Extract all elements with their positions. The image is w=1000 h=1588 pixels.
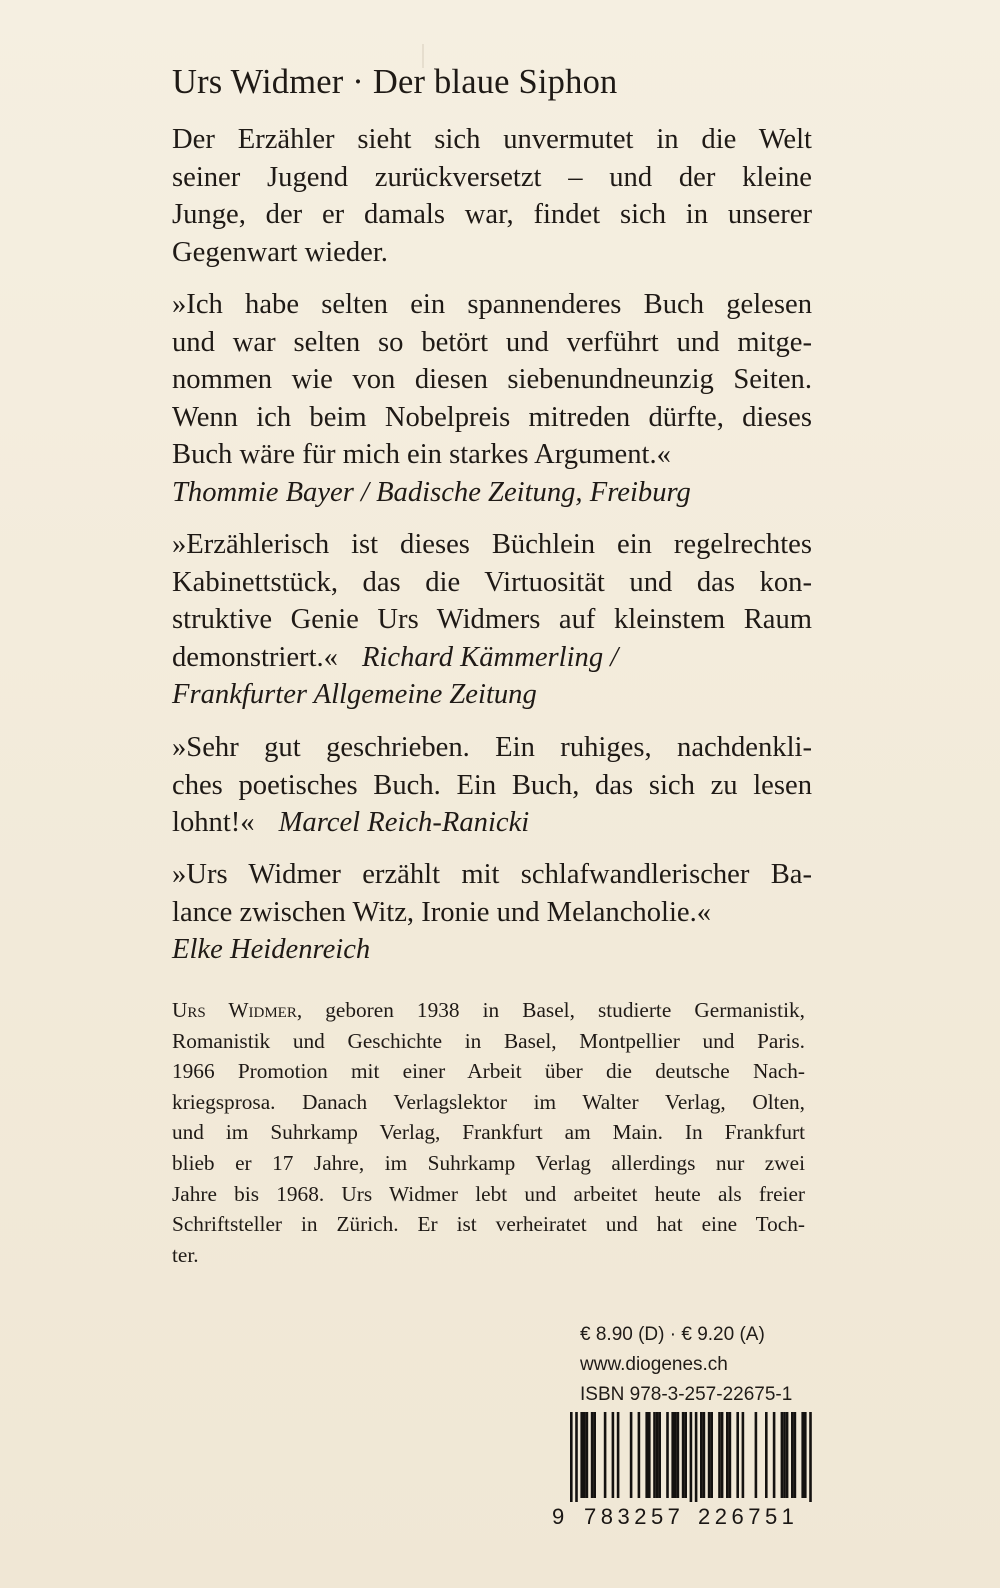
- barcode-digits: [552, 1503, 814, 1533]
- barcode-bar: [710, 1412, 713, 1498]
- quote-reich-ranicki: [172, 729, 812, 842]
- barcode-guard-bar: [809, 1412, 812, 1502]
- barcode-bar: [586, 1412, 589, 1498]
- barcode-bar: [591, 1412, 594, 1498]
- barcode-bar: [674, 1412, 677, 1498]
- barcode-bar: [653, 1412, 656, 1498]
- quote-line: nommen wie von diesen siebenundneunzig Seiten.: [172, 364, 812, 395]
- quote-line: demonstriert.«: [172, 641, 338, 673]
- barcode-guard-bar: [690, 1412, 693, 1502]
- quote-line: »Ich habe selten ein spannenderes Buch gelesen: [172, 289, 812, 320]
- barcode-bar: [742, 1412, 745, 1498]
- barcode-bar: [781, 1412, 784, 1498]
- barcode-bar: [671, 1412, 674, 1498]
- barcode-bar: [656, 1412, 659, 1498]
- quote-line: lohnt!«: [172, 807, 255, 838]
- blurb-line: Junge, der er damals war, findet sich in unserer: [172, 199, 812, 230]
- website: www.diogenes.ch: [580, 1354, 728, 1375]
- quote-line: Buch wäre für mich ein starkes Argument.«: [172, 439, 671, 470]
- quote-line-with-source: [172, 639, 812, 677]
- bio-line: Schriftsteller in Zürich. Er ist verheiratet und hat eine Toch-: [172, 1212, 805, 1237]
- bio-line: Romanistik und Geschichte in Basel, Montpellier und Paris.: [172, 1028, 805, 1053]
- barcode-bar: [804, 1412, 807, 1498]
- bio-line: ter.: [172, 1242, 199, 1267]
- quote-line: »Urs Widmer erzählt mit schlafwandlerischer Ba-: [172, 859, 812, 890]
- blurb-line: Der Erzähler sieht sich unvermutet in die Welt: [172, 124, 812, 155]
- quote-line: lance zwischen Witz, Ironie und Melancholie.«: [172, 896, 712, 928]
- barcode-bar: [773, 1412, 776, 1498]
- barcode-bar: [791, 1412, 794, 1498]
- barcode-bar: [801, 1412, 804, 1498]
- barcode-bar: [658, 1412, 661, 1498]
- barcode-guard-bar: [570, 1412, 573, 1502]
- barcode-guard-bar: [575, 1412, 578, 1502]
- barcode-bar: [682, 1412, 685, 1498]
- quote-line: »Sehr gut geschrieben. Ein ruhiges, nachdenkli-: [172, 732, 812, 763]
- barcode-bar: [648, 1412, 651, 1498]
- bio-line: blieb er 17 Jahre, im Suhrkamp Verlag allerdings nur zwei: [172, 1150, 805, 1175]
- blurb-line: Gegenwart wieder.: [172, 236, 388, 268]
- quote-line: und war selten so betört und verführt und mitge-: [172, 326, 812, 358]
- quote-source: Thommie Bayer / Badische Zeitung, Freiburg: [172, 476, 691, 508]
- bio-line: Urs Widmer, geboren 1938 in Basel, studierte Germanistik,: [172, 998, 805, 1022]
- blurb: [172, 121, 812, 271]
- barcode-bar: [729, 1412, 732, 1498]
- quote-source: Elke Heidenreich: [172, 934, 371, 965]
- barcode-lead-digit: 9: [552, 1504, 565, 1529]
- quote-line: »Erzählerisch ist dieses Büchlein ein regelrechtes: [172, 529, 812, 560]
- quote-bayer: [172, 286, 812, 511]
- barcode-group-left: 783257: [584, 1504, 685, 1529]
- bio-line: und im Suhrkamp Verlag, Frankfurt am Main. In Frankfurt: [172, 1120, 805, 1145]
- barcode-bar: [765, 1412, 768, 1498]
- barcode-bar: [794, 1412, 797, 1498]
- barcode-bar: [783, 1412, 786, 1498]
- bio-line: 1966 Promotion mit einer Arbeit über die deutsche Nach-: [172, 1059, 805, 1084]
- quote-kaemmerling: [172, 526, 812, 714]
- barcode-bar: [677, 1412, 680, 1498]
- barcode-bar: [726, 1412, 729, 1498]
- blurb-line: seiner Jugend zurückversetzt – und der kleine: [172, 161, 812, 193]
- isbn: ISBN 978-3-257-22675-1: [580, 1384, 793, 1405]
- barcode-bar: [708, 1412, 711, 1498]
- barcode-bar: [604, 1412, 607, 1498]
- quote-line: Wenn ich beim Nobelpreis mitreden dürfte, dieses: [172, 401, 812, 433]
- barcode-bar: [703, 1412, 706, 1498]
- barcode-bar: [786, 1412, 789, 1498]
- author-biography: [172, 995, 805, 1270]
- quote-line: struktive Genie Urs Widmers auf kleinstem Raum: [172, 604, 812, 635]
- quote-source: Frankfurter Allgemeine Zeitung: [172, 679, 537, 710]
- barcode-bar: [700, 1412, 703, 1498]
- quote-line: ches poetisches Buch. Ein Buch, das sich zu lesen: [172, 769, 812, 801]
- barcode-bar: [593, 1412, 596, 1498]
- barcode-bar: [617, 1412, 620, 1498]
- barcode-bar: [645, 1412, 648, 1498]
- barcode-group-right: 226751: [698, 1504, 799, 1529]
- barcode-guard-bar: [695, 1412, 698, 1502]
- book-title: Urs Widmer · Der blaue Siphon: [172, 63, 618, 101]
- barcode-bar: [684, 1412, 687, 1498]
- price-info: [580, 1320, 810, 1410]
- quote-line-with-source: [172, 804, 812, 842]
- author-name: Urs Widmer: [172, 998, 297, 1022]
- bio-line: Jahre bis 1968. Urs Widmer lebt und arbeitet heute als freier: [172, 1181, 805, 1206]
- barcode-bar: [755, 1412, 758, 1498]
- barcode-bar: [736, 1412, 739, 1498]
- barcode-bar: [721, 1412, 724, 1498]
- price: € 8.90 (D) · € 9.20 (A): [580, 1324, 765, 1345]
- bio-line: kriegsprosa. Danach Verlagslektor im Walter Verlag, Olten,: [172, 1089, 805, 1114]
- barcode-bar: [638, 1412, 641, 1498]
- barcode-bar: [718, 1412, 721, 1498]
- barcode-bar: [583, 1412, 586, 1498]
- barcode-graphic: [552, 1412, 812, 1502]
- barcode-bar: [580, 1412, 583, 1498]
- quote-source: Marcel Reich-Ranicki: [278, 807, 530, 838]
- barcode-bar: [612, 1412, 615, 1498]
- barcode-bar: [630, 1412, 633, 1498]
- barcode-bar: [666, 1412, 669, 1498]
- quote-line: Kabinettstück, das die Virtuosität und das kon-: [172, 566, 812, 598]
- quote-source: Richard Kämmerling /: [361, 641, 619, 673]
- isbn-barcode: [552, 1412, 812, 1502]
- quote-heidenreich: [172, 856, 812, 969]
